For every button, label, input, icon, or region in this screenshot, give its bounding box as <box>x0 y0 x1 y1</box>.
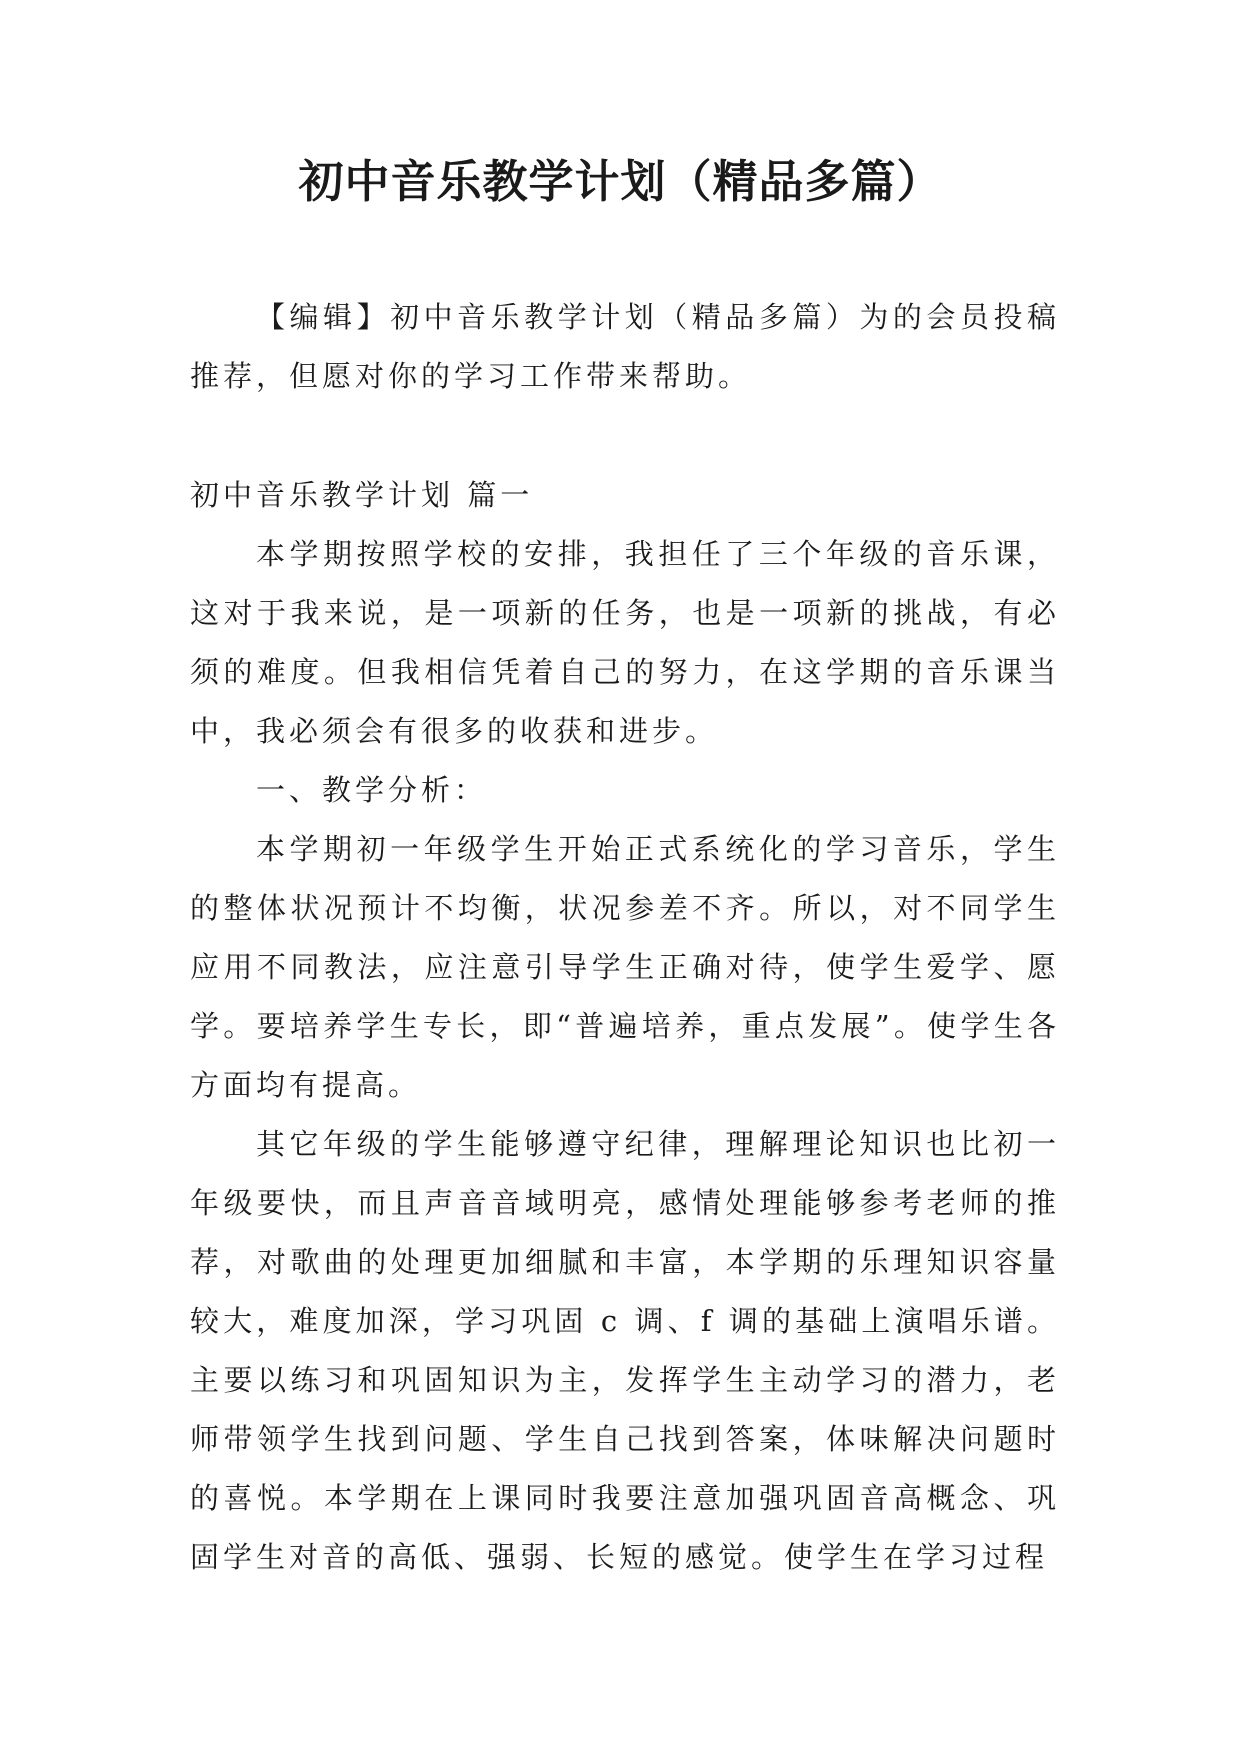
document-body <box>190 288 1060 1587</box>
intro-paragraph: 【编辑】初中音乐教学计划（精品多篇）为的会员投稿推荐，但愿对你的学习工作带来帮助。 <box>190 300 1060 393</box>
body-paragraph: 本学期按照学校的安排，我担任了三个年级的音乐课，这对于我来说，是一项新的任务，也是一项新的挑战，有必须的难度。但我相信凭着自己的努力，在这学期的音乐课当中，我必须会有很多的收获和进步。 <box>190 537 1060 748</box>
document-title: 初中音乐教学计划（精品多篇） <box>298 155 943 208</box>
body-paragraph: 本学期初一年级学生开始正式系统化的学习音乐，学生的整体状况预计不均衡，状况参差不齐。所以，对不同学生应用不同教法，应注意引导学生正确对待，使学生爱学、愿学。要培养学生专长，即“普遍培养，重点发展”。使学生各方面均有提高。 <box>190 832 1060 1102</box>
section-heading: 初中音乐教学计划 篇一 <box>190 478 534 512</box>
subsection-heading: 一、教学分析： <box>256 773 488 807</box>
body-paragraph: 其它年级的学生能够遵守纪律，理解理论知识也比初一年级要快，而且声音音域明亮，感情处理能够参考老师的推荐，对歌曲的处理更加细腻和丰富，本学期的乐理知识容量较大，难度加深，学习巩固 c 调、f 调的基础上演唱乐谱。主要以练习和巩固知识为主，发挥学生主动学习的潜力，老师带领学生找到问题、学生自己找到答案，体味解决问题时的喜悦。本学期在上课同时我要注意加强巩固音高概念、巩固学生对音的高低、强弱、长短的感觉。使学生在学习过程 <box>190 1127 1060 1574</box>
